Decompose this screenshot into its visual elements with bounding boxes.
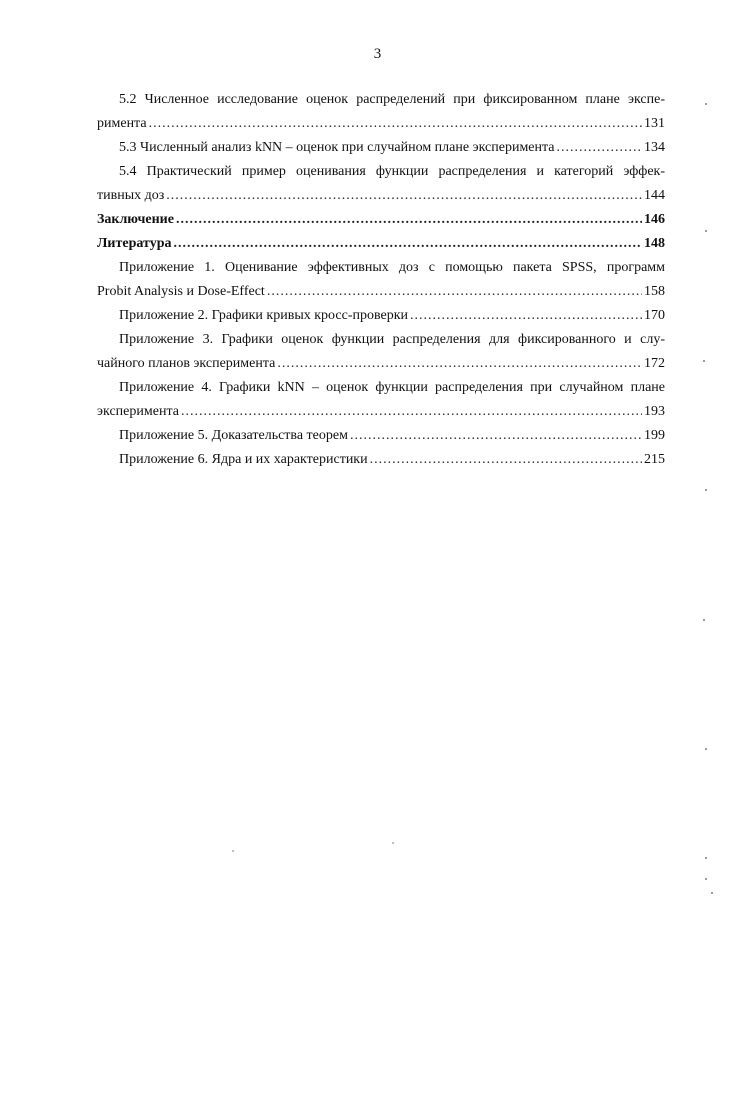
toc-entry-title-continuation: Probit Analysis и Dose-Effect [97, 284, 265, 299]
toc-entry-conclusion [97, 208, 665, 232]
dot-leader [350, 424, 642, 448]
toc-entry-appendix-1 [97, 256, 665, 304]
toc-page-number: 131 [644, 116, 665, 131]
toc-page-number: 193 [644, 404, 665, 419]
toc-entry-title-continuation: тивных доз [97, 188, 165, 203]
toc-entry-title-line: Приложение 1. Оценивание эффективных доз с помощью пакета SPSS, программ [119, 260, 665, 275]
toc-entry-5-2 [97, 88, 665, 136]
toc-page-number: 134 [644, 140, 665, 155]
dot-leader [176, 208, 642, 232]
dot-leader [370, 448, 642, 472]
toc-entry-5-4 [97, 160, 665, 208]
toc-entry-title-line: Приложение 4. Графики kNN – оценок функции распределения при случайном плане [119, 380, 665, 395]
toc-page-number: 144 [644, 188, 665, 203]
toc-entry-title-line: 5.4 Практический пример оценивания функции распределения и категорий эффек- [119, 164, 665, 179]
toc-entry-title: Заключение [97, 212, 174, 227]
toc-entry-5-3 [97, 136, 665, 160]
toc-entry-title: Приложение 2. Графики кривых кросс-проверки [119, 308, 409, 323]
toc-entry-title-continuation: римента [97, 116, 147, 131]
toc-entry-appendix-3 [97, 328, 665, 376]
dot-leader [166, 184, 642, 208]
toc-entry-title: Литература [97, 236, 172, 251]
dot-leader [174, 232, 643, 256]
table-of-contents [97, 88, 665, 472]
page-number: 3 [373, 46, 382, 62]
toc-page-number: 170 [644, 308, 665, 323]
toc-entry-title: 5.3 Численный анализ kNN – оценок при случайном плане эксперимента [119, 140, 555, 155]
toc-page-number: 199 [644, 428, 665, 443]
dot-leader [181, 400, 642, 424]
toc-entry-title-line: Приложение 3. Графики оценок функции распределения для фиксированного и слу- [119, 332, 665, 347]
dot-leader [557, 136, 642, 160]
dot-leader [267, 280, 642, 304]
dot-leader [149, 112, 642, 136]
toc-page-number: 215 [644, 452, 665, 467]
toc-entry-literature [97, 232, 665, 256]
toc-page-number: 172 [644, 356, 665, 371]
toc-entry-appendix-2 [97, 304, 665, 328]
toc-page-number: 158 [644, 284, 665, 299]
toc-entry-appendix-5 [97, 424, 665, 448]
toc-entry-title-line: 5.2 Численное исследование оценок распределений при фиксированном плане экспе- [119, 92, 665, 107]
toc-entry-title-continuation: чайного планов эксперимента [97, 356, 276, 371]
toc-entry-title: Приложение 6. Ядра и их характеристики [119, 452, 368, 467]
toc-entry-appendix-6 [97, 448, 665, 472]
dot-leader [410, 304, 642, 328]
toc-entry-appendix-4 [97, 376, 665, 424]
toc-page-number: 148 [644, 236, 665, 251]
dot-leader [277, 352, 642, 376]
toc-entry-title: Приложение 5. Доказательства теорем [119, 428, 348, 443]
toc-page-number: 146 [644, 212, 665, 227]
toc-entry-title-continuation: эксперимента [97, 404, 179, 419]
